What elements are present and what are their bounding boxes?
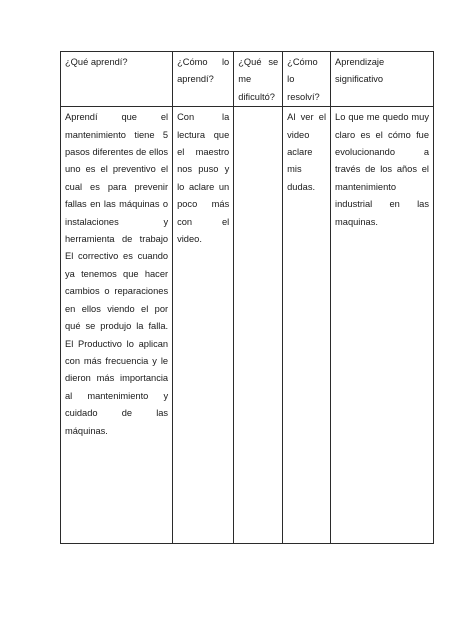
header-how-learned: ¿Cómo lo aprendí? bbox=[173, 52, 234, 107]
cell-how-resolved: Al ver el video aclare mis dudas. bbox=[283, 107, 331, 544]
header-what-learned: ¿Qué aprendí? bbox=[61, 52, 173, 107]
cell-meaningful-learning: Lo que me quedo muy claro es el cómo fue evolucionando a través de los años el mantenimiento industrial en las maquinas. bbox=[331, 107, 434, 544]
learning-reflection-table bbox=[60, 51, 434, 544]
header-how-resolved: ¿Cómo lo resolví? bbox=[283, 52, 331, 107]
cell-what-was-difficult bbox=[234, 107, 283, 544]
cell-how-learned: Con la lectura que el maestro nos puso y lo aclare un poco más con el video. bbox=[173, 107, 234, 544]
table-row bbox=[61, 107, 434, 544]
header-what-was-difficult: ¿Qué se me dificultó? bbox=[234, 52, 283, 107]
table-header-row bbox=[61, 52, 434, 107]
header-meaningful-learning: Aprendizaje significativo bbox=[331, 52, 434, 107]
cell-what-learned: Aprendí que el mantenimiento tiene 5 pasos diferentes de ellos uno es el preventivo el cual es para prevenir fallas en las máquinas o instalaciones y herramienta de trabajo El correctivo es cuando ya tenemos que hacer cambios o reparaciones en ellos viendo el por qué se produjo la falla. El Productivo lo aplican con más frecuencia y le dieron más importancia al mantenimiento y cuidado de las máquinas. bbox=[61, 107, 173, 544]
